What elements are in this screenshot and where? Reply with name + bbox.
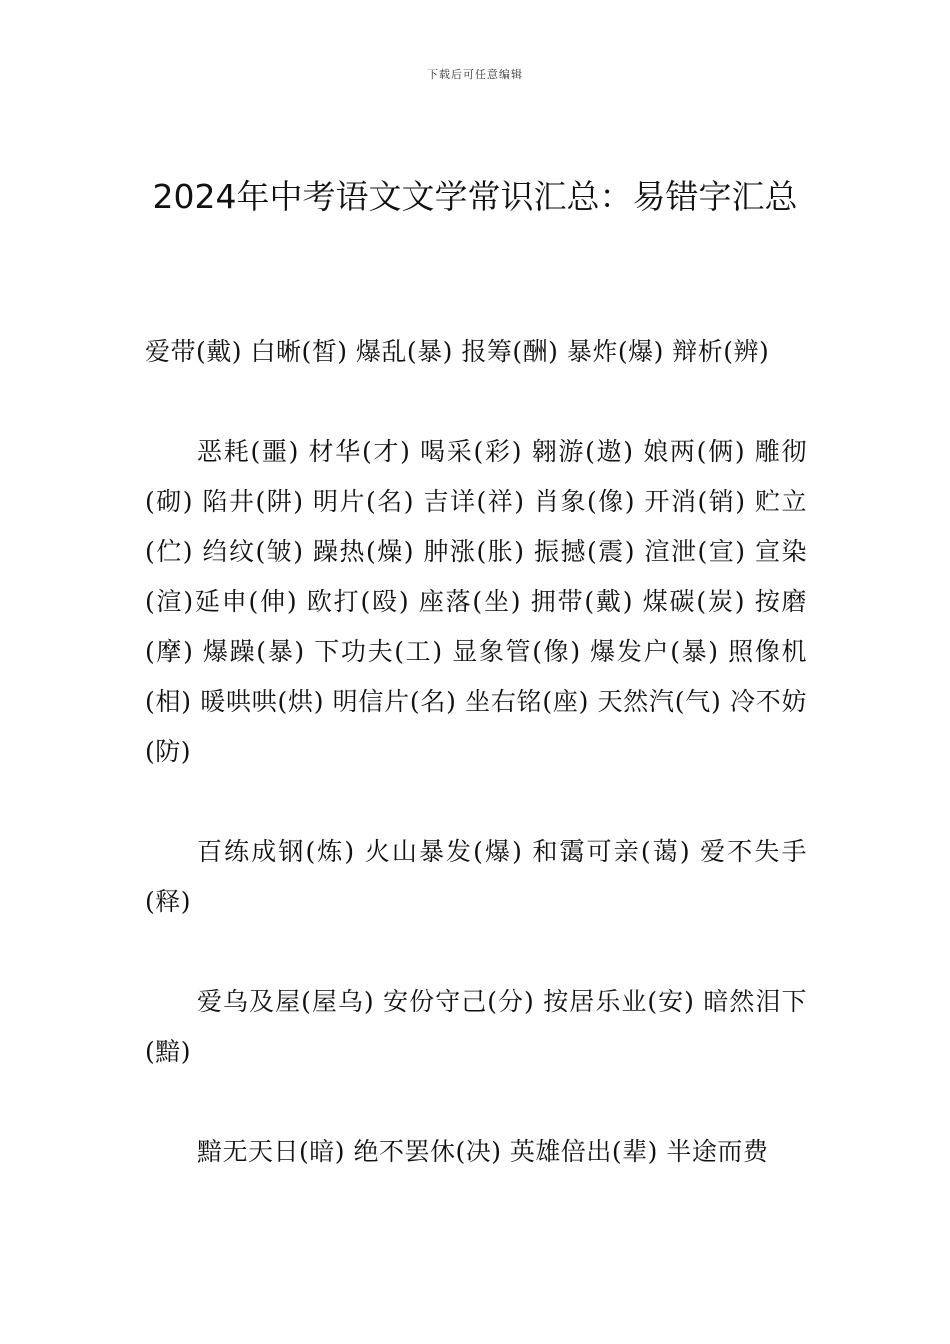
document-body: [145, 327, 807, 1227]
paragraph: 爱乌及屋(屋乌) 安份守己(分) 按居乐业(安) 暗然泪下(黯): [145, 987, 807, 1066]
paragraph: 百练成钢(炼) 火山暴发(爆) 和霭可亲(蔼) 爱不失手(释): [145, 837, 807, 916]
paragraph: 恶耗(噩) 材华(才) 喝采(彩) 翱游(遨) 娘两(俩) 雕彻(砌) 陷井(阱) 明片(名) 吉详(祥) 肖象(像) 开消(销) 贮立(伫) 绉纹(皱) 躁热(燥) 肿涨(胀) 振撼(震) 渲泄(宣) 宣染(渲)延申(伸) 欧打(殴) 座落(坐) 拥带(戴) 煤碳(炭) 按磨(摩) 爆躁(暴) 下功夫(工) 显象管(像) 爆发户(暴) 照像机(相) 暖哄哄(烘) 明信片(名) 坐右铭(座) 天然汽(气) 冷不妨(防): [145, 437, 807, 766]
paragraph: 爱带(戴) 白晰(皙) 爆乱(暴) 报筹(酬) 暴炸(爆) 辩析(辨): [145, 337, 770, 366]
document-title: 2024年中考语文文学常识汇总：易错字汇总: [152, 177, 798, 216]
paragraph: 黯无天日(暗) 绝不罢休(决) 英雄倍出(辈) 半途而费: [197, 1137, 769, 1166]
header-note: 下载后可任意编辑: [427, 68, 523, 81]
